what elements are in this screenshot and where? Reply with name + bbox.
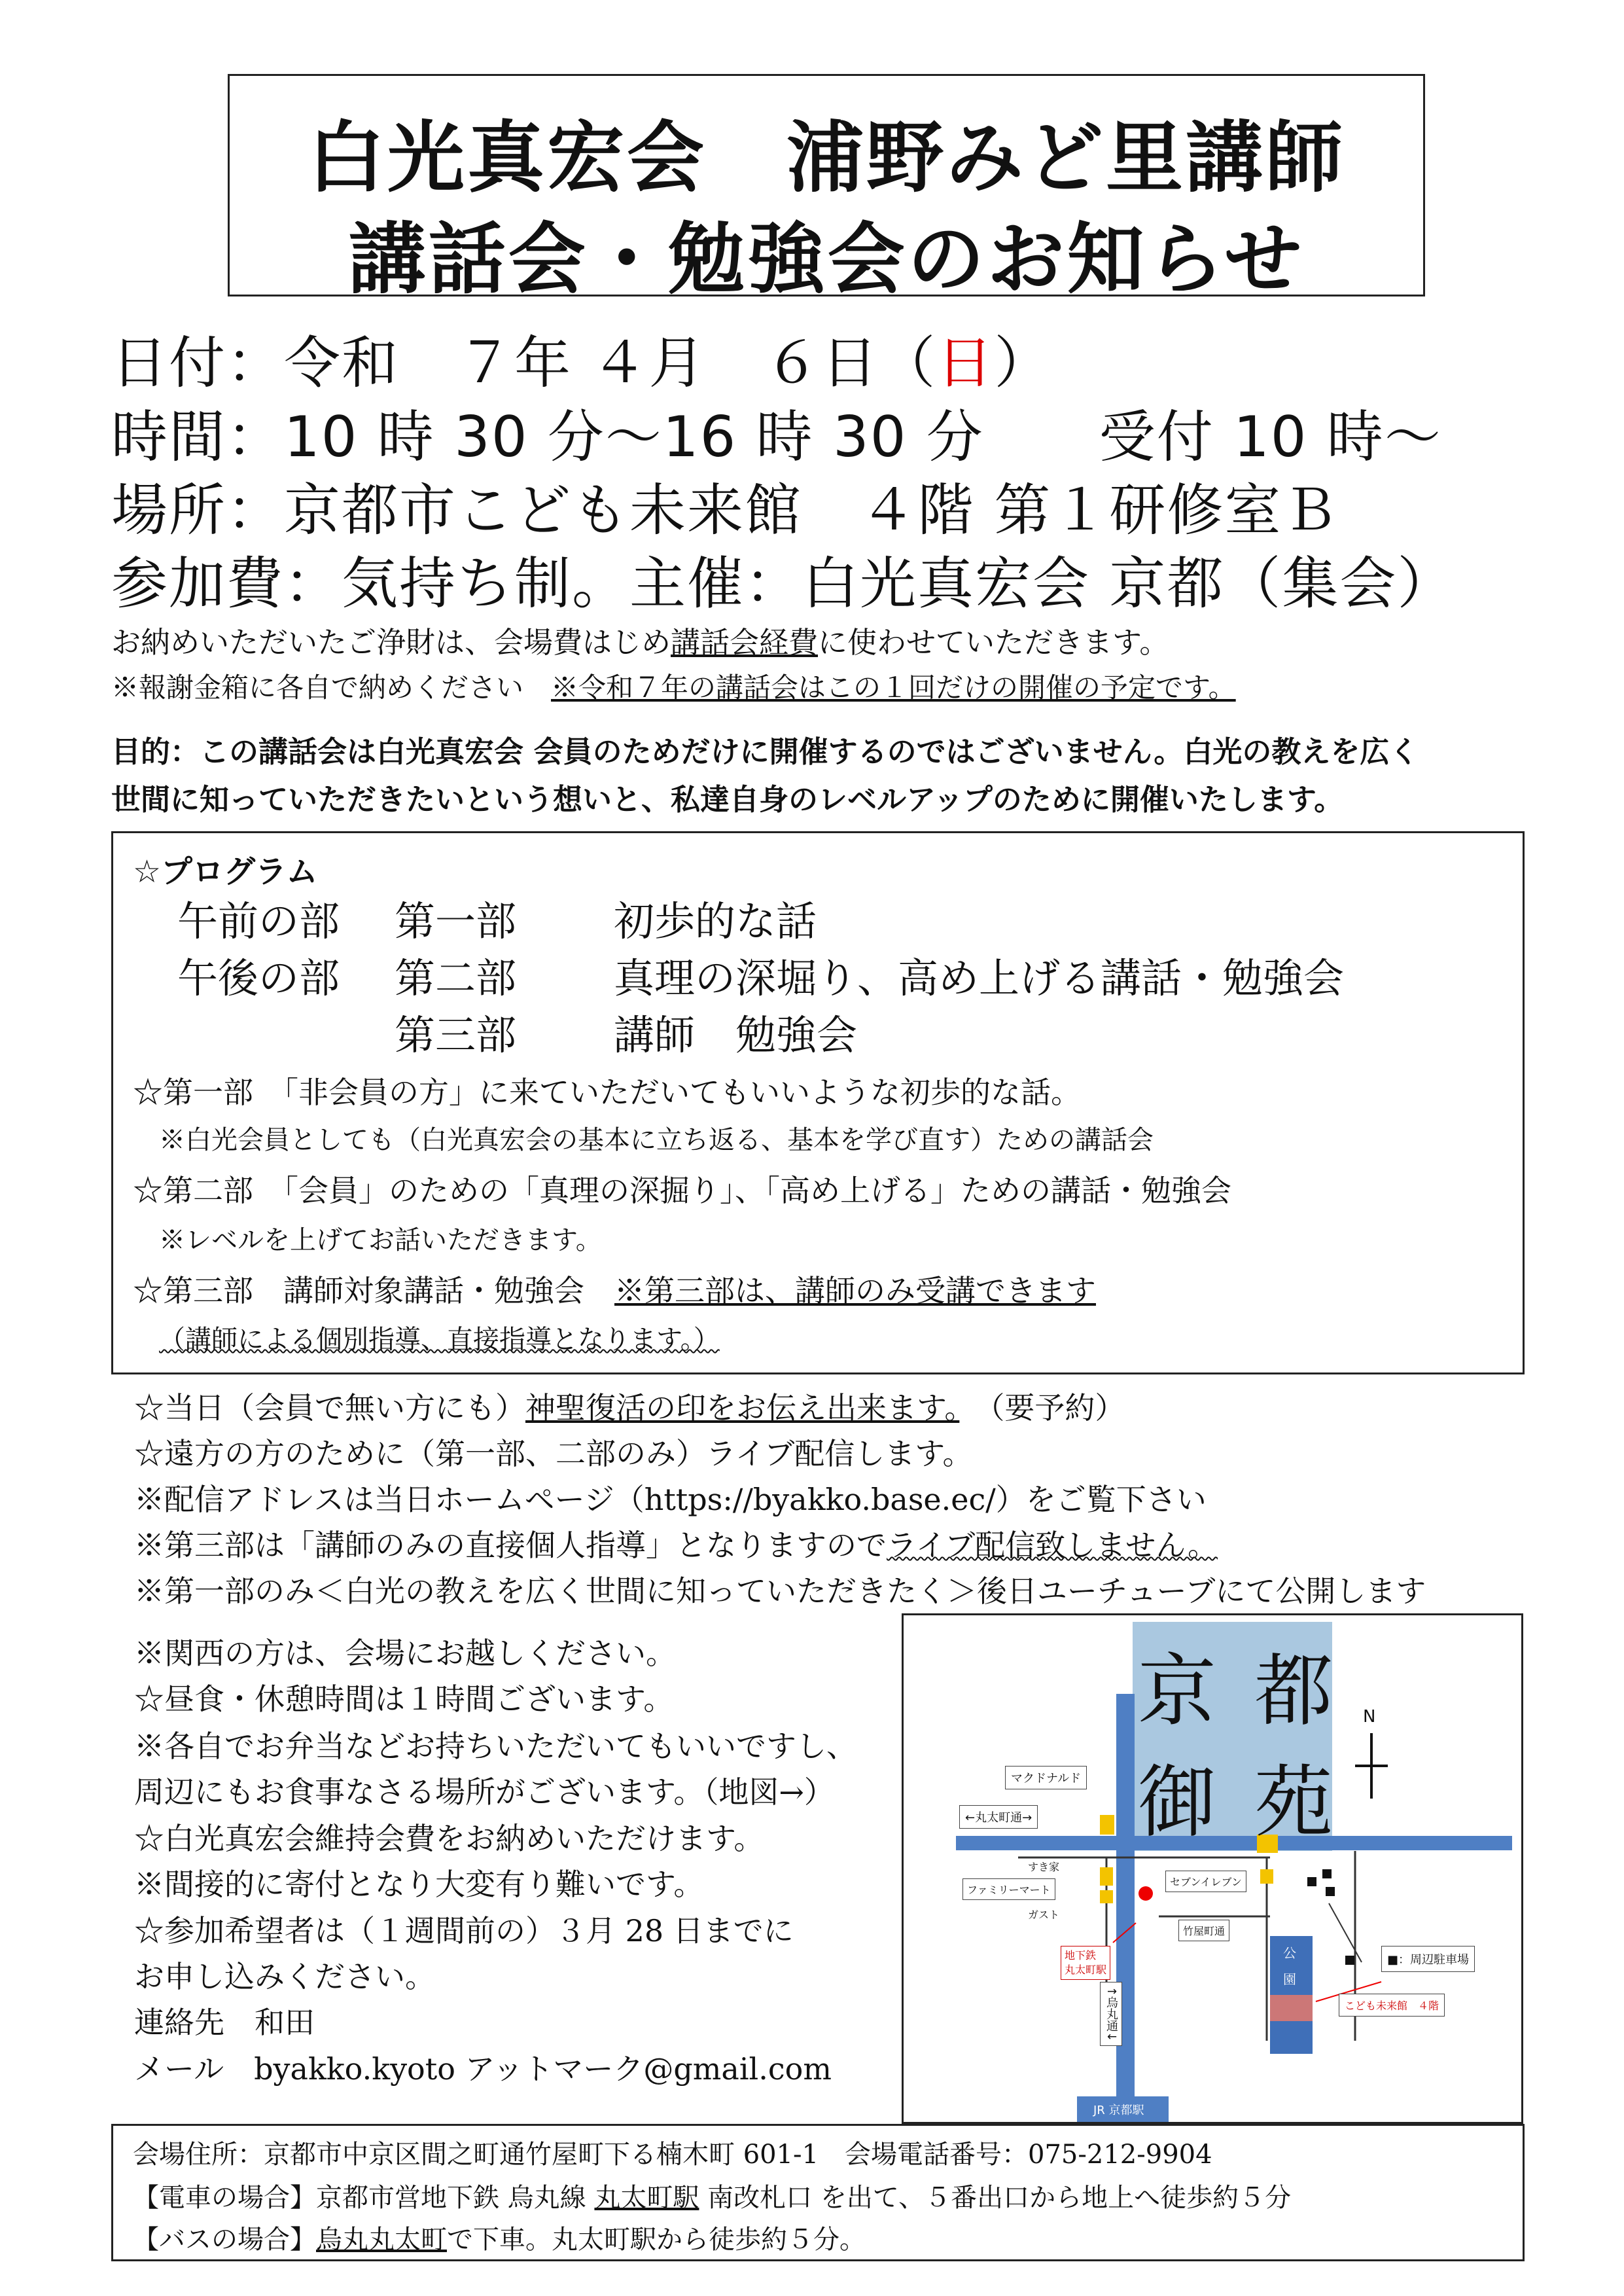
- parking-legend: ■：周辺駐車場: [1381, 1946, 1475, 1972]
- program-heading: ☆プログラム: [133, 853, 318, 890]
- venue-label: こども未来館 ４階: [1339, 1994, 1445, 2017]
- time-line: 時間：10 時 30 分～16 時 30 分 受付 10 時～: [111, 404, 1442, 470]
- gusto-label: ガスト: [1028, 1909, 1060, 1921]
- program-box: [111, 831, 1525, 1374]
- karasuma-label: ↑烏丸通↓: [1100, 1982, 1122, 2046]
- part1-description: ☆第一部 「非会員の方」に来ていただいてもいいような初歩的な話。: [133, 1075, 1081, 1110]
- venue-marker: [1270, 1995, 1313, 2021]
- station-label: 地下鉄 丸太町駅: [1061, 1946, 1110, 1980]
- park-label-2: 園: [1283, 1971, 1296, 1987]
- parking-marker: [1322, 1869, 1332, 1878]
- title-line-1: 白光真宏会 浦野みど里講師: [307, 113, 1345, 203]
- left-note: ☆白光真宏会維持会費をお納めいただけます。: [134, 1821, 764, 1856]
- familymart-label: ファミリーマート: [962, 1878, 1055, 1900]
- station-marker: [1139, 1886, 1153, 1901]
- program-content: 講師 勉強会: [614, 1011, 858, 1059]
- train-access: 【電車の場合】京都市営地下鉄 烏丸線 丸太町駅 南改札口 を出て、５番出口から地上へ徒歩約５分: [133, 2183, 1292, 2213]
- place-line: 場所：京都市こども未来館 ４階 第１研修室Ｂ: [111, 478, 1340, 543]
- left-note: 周辺にもお食事なさる場所がございます。（地図→）: [134, 1774, 834, 1810]
- left-note: ☆昼食・休憩時間は１時間ございます。: [134, 1681, 674, 1717]
- left-note: ☆参加希望者は（１週間前の）３月 28 日までに: [134, 1913, 794, 1948]
- access-map: [902, 1613, 1523, 2124]
- left-note: お申し込みください。: [134, 1959, 435, 1994]
- program-part: 第一部: [395, 897, 517, 945]
- seven-eleven-label: セブンイレブン: [1165, 1871, 1246, 1892]
- purpose-line-1: 目的：この講話会は白光真宏会 会員のためだけに開催するのではございません。白光の教えを広く: [111, 734, 1419, 769]
- mcdonalds-label: マクドナルド: [1005, 1766, 1087, 1789]
- part2-subnote: ※レベルを上げてお話いただきます。: [159, 1225, 602, 1255]
- sukiya-label: すき家: [1028, 1861, 1060, 1873]
- part3-subnote: （講師による個別指導、直接指導となります。）: [159, 1325, 720, 1355]
- date-weekday: 日: [936, 331, 995, 396]
- venue-address: 会場住所：京都市中京区間之町通竹屋町下る楠木町 601-1 会場電話番号：075-212-9904: [133, 2140, 1212, 2170]
- part1-subnote: ※白光会員としても（白光真宏会の基本に立ち返る、基本を学び直す）ための講話会: [159, 1125, 1154, 1155]
- marutamachi-label: ←丸太町通→: [959, 1805, 1038, 1829]
- karasuma-road: [1116, 1694, 1135, 2119]
- park-label-1: 公: [1283, 1945, 1296, 1961]
- notice-seal: ☆当日（会員で無い方にも）神聖復活の印をお伝え出来ます。 （要予約）: [134, 1390, 1125, 1426]
- fee-line: 参加費：気持ち制。主催：白光真宏会 京都（集会）: [111, 551, 1455, 617]
- takeyamachi-label: 竹屋町通: [1178, 1920, 1229, 1941]
- parking-marker: [1326, 1887, 1335, 1896]
- part3-description: ☆第三部 講師対象講話・勉強会 ※第三部は、講師のみ受講できます: [133, 1273, 1096, 1308]
- date-line: 日付：令和 ７年 ４月 ６日（日）: [111, 331, 1052, 396]
- program-session: 午後の部: [177, 954, 340, 1002]
- program-content: 真理の深堀り、高め上げる講話・勉強会: [614, 954, 1345, 1002]
- north-label: N: [1363, 1707, 1376, 1727]
- left-note: ※各自でお弁当などお持ちいただいてもいいですし、: [134, 1729, 856, 1764]
- notice-url: ※配信アドレスは当日ホームページ（https://byakko.base.ec/）をご覧下さい: [134, 1482, 1207, 1517]
- notice-live: ☆遠方の方のために（第一部、二部のみ）ライブ配信します。: [134, 1436, 973, 1471]
- donation-note: ※報謝金箱に各自で納めください ※令和７年の講話会はこの１回だけの開催の予定です。: [111, 672, 1236, 704]
- program-part: 第二部: [395, 954, 517, 1002]
- title-line-2: 講話会・勉強会のお知らせ: [348, 214, 1305, 304]
- contact-name: 連絡先 和田: [134, 2005, 315, 2040]
- parking-marker: [1307, 1877, 1316, 1886]
- purpose-line-2: 世間に知っていただきたいという想いと、私達自身のレベルアップのために開催いたします。: [111, 782, 1344, 817]
- notice-no-stream: ※第三部は「講師のみの直接個人指導」となりますのでライブ配信致しません。: [134, 1528, 1218, 1563]
- parking-marker: [1345, 1956, 1354, 1965]
- part2-description: ☆第二部 「会員」のための「真理の深掘り」、「高め上げる」ための講話・勉強会: [133, 1173, 1231, 1208]
- notice-youtube: ※第一部のみ＜白光の教えを広く世間に知っていただきたく＞後日ユーチューブにて公開します: [134, 1573, 1426, 1609]
- gosho-label-line-1: 京 都: [1138, 1646, 1340, 1737]
- title-box: [228, 74, 1425, 304]
- venue-footer: [111, 2124, 1525, 2261]
- program-part: 第三部: [395, 1011, 517, 1059]
- bus-access: 【バスの場合】烏丸丸太町で下車。丸太町駅から徒歩約５分。: [133, 2225, 866, 2255]
- gosho-label-line-2: 御 苑: [1138, 1757, 1340, 1848]
- program-session: 午前の部: [177, 897, 340, 945]
- left-note: ※関西の方は、会場にお越しください。: [134, 1636, 676, 1671]
- offering-note: お納めいただいたご浄財は、会場費はじめ講話会経費に使わせていただきます。: [111, 625, 1169, 660]
- jr-station-label: JR 京都駅: [1093, 2104, 1144, 2117]
- contact-email: メール byakko.kyoto アットマーク@gmail.com: [134, 2051, 832, 2087]
- program-content: 初歩的な話: [614, 897, 817, 945]
- left-note: ※間接的に寄付となり大変有り難いです。: [134, 1867, 704, 1902]
